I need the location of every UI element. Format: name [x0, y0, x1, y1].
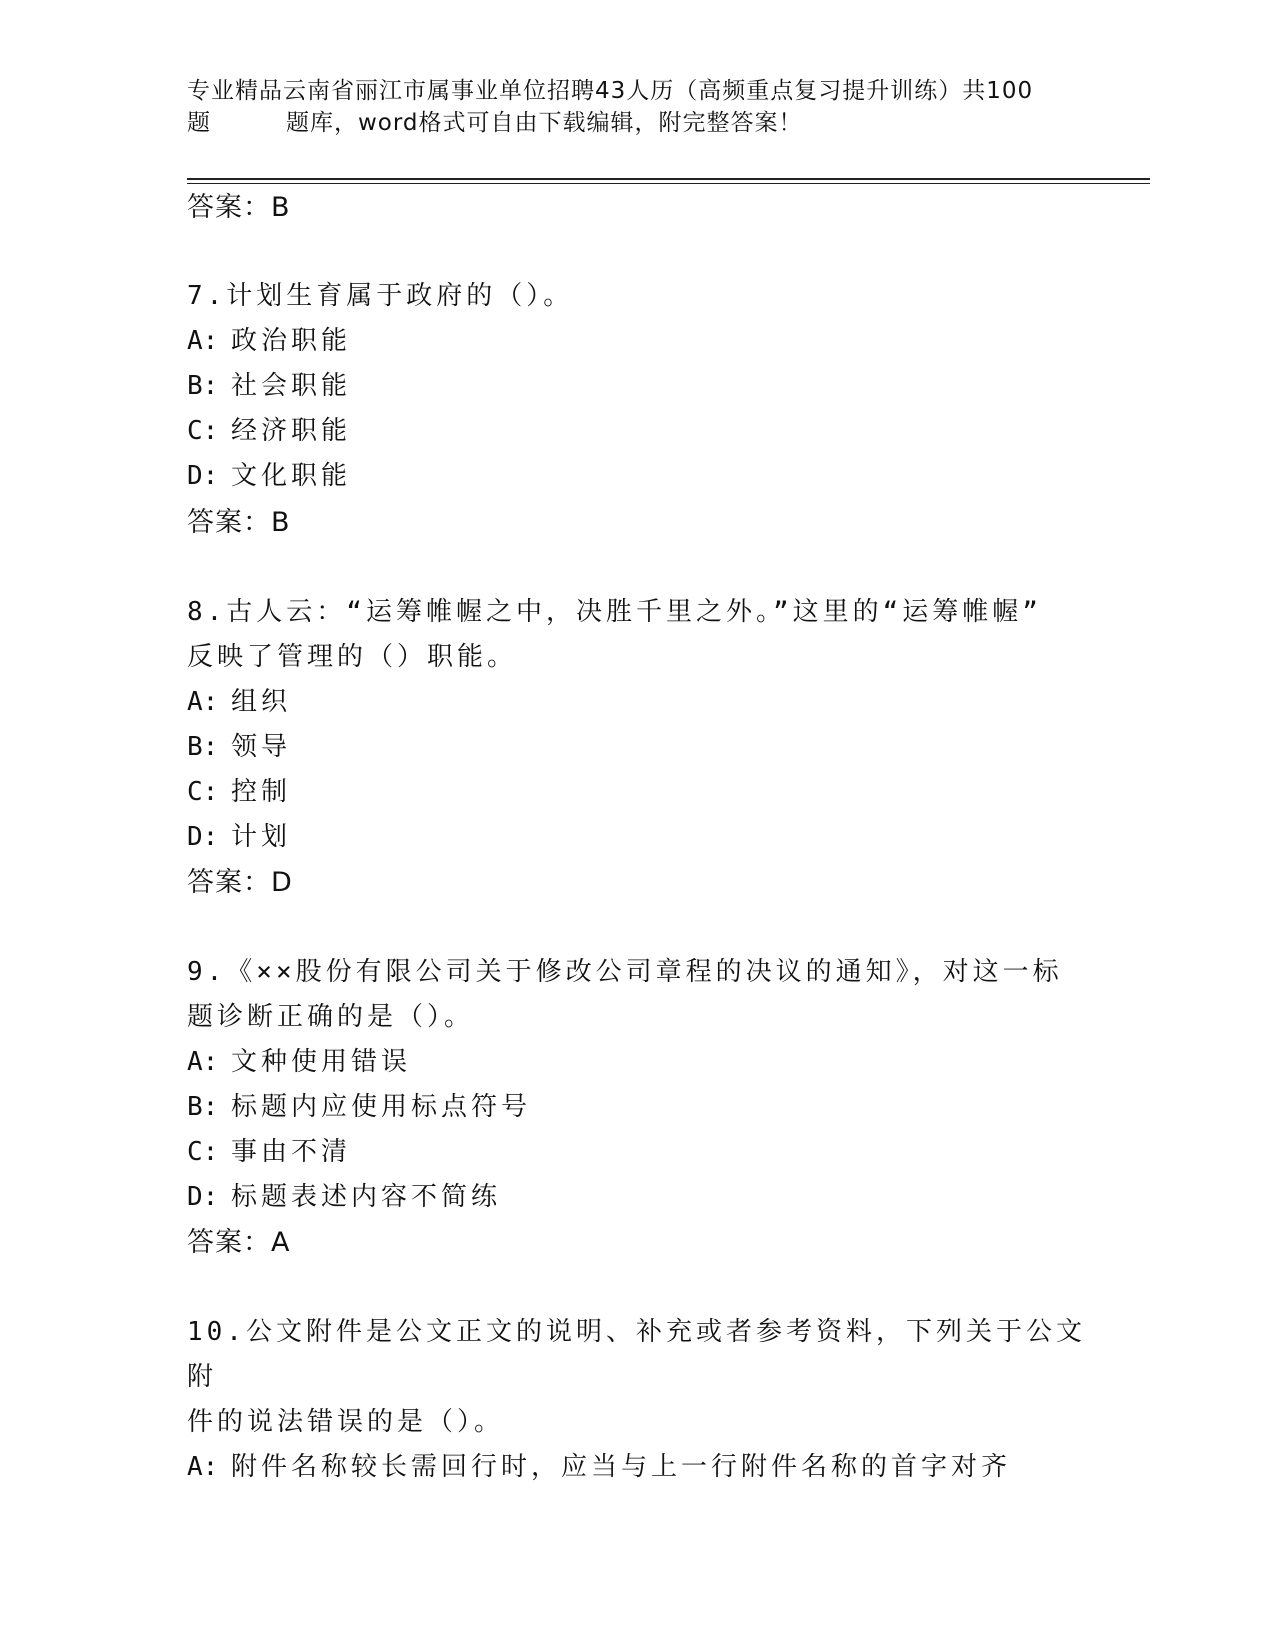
page-header — [187, 75, 1067, 139]
question-10 — [187, 1310, 1087, 1490]
question-9-text-line1: 9.《××股份有限公司关于修改公司章程的决议的通知》，对这一标 — [187, 957, 1063, 987]
header-title-line2 — [187, 107, 1067, 139]
question-10-text-line2: 件的说法错误的是（）。 — [187, 1407, 505, 1437]
question-7 — [187, 274, 1087, 499]
header-divider-thick — [187, 178, 1150, 180]
question-8-text-line2: 反映了管理的（）职能。 — [187, 642, 518, 672]
question-8-option-c: C: 控制 — [187, 777, 292, 807]
question-7-answer: 答案：B — [187, 507, 291, 538]
question-8-answer: 答案：D — [187, 867, 293, 898]
question-8-option-a: A: 组织 — [187, 687, 292, 717]
answer-previous: 答案：B — [187, 192, 291, 223]
question-8-option-b: B: 领导 — [187, 732, 292, 762]
question-9-text-line2: 题诊断正确的是（）。 — [187, 1002, 475, 1032]
header-title-line2-start: 题 — [187, 110, 211, 136]
question-8-text-line1: 8.古人云：“运筹帷幄之中，决胜千里之外。”这里的“运筹帷幄” — [187, 597, 1042, 627]
question-9-option-b: B: 标题内应使用标点符号 — [187, 1092, 532, 1122]
question-7-option-c: C: 经济职能 — [187, 416, 352, 446]
question-7-option-b: B: 社会职能 — [187, 371, 352, 401]
question-7-option-d: D: 文化职能 — [187, 461, 352, 491]
header-title-line2-end: 题库，word格式可自由下载编辑，附完整答案！ — [286, 110, 803, 136]
question-10-text-line1: 10.公文附件是公文正文的说明、补充或者参考资料，下列关于公文附 — [187, 1317, 1086, 1392]
question-9-answer: 答案：A — [187, 1227, 291, 1258]
question-8 — [187, 590, 1087, 860]
question-9-option-d: D: 标题表述内容不简练 — [187, 1182, 502, 1212]
question-9-option-a: A: 文种使用错误 — [187, 1047, 412, 1077]
question-8-option-d: D: 计划 — [187, 822, 292, 852]
question-7-text-line1: 7.计划生育属于政府的（）。 — [187, 281, 574, 311]
question-10-option-a: A: 附件名称较长需回行时，应当与上一行附件名称的首字对齐 — [187, 1452, 1012, 1482]
question-9-option-c: C: 事由不清 — [187, 1137, 352, 1167]
question-7-option-a: A: 政治职能 — [187, 326, 352, 356]
header-divider-thin — [187, 183, 1150, 184]
header-title-line1: 专业精品云南省丽江市属事业单位招聘43人历（高频重点复习提升训练）共100 — [187, 78, 1034, 104]
question-9 — [187, 950, 1087, 1220]
